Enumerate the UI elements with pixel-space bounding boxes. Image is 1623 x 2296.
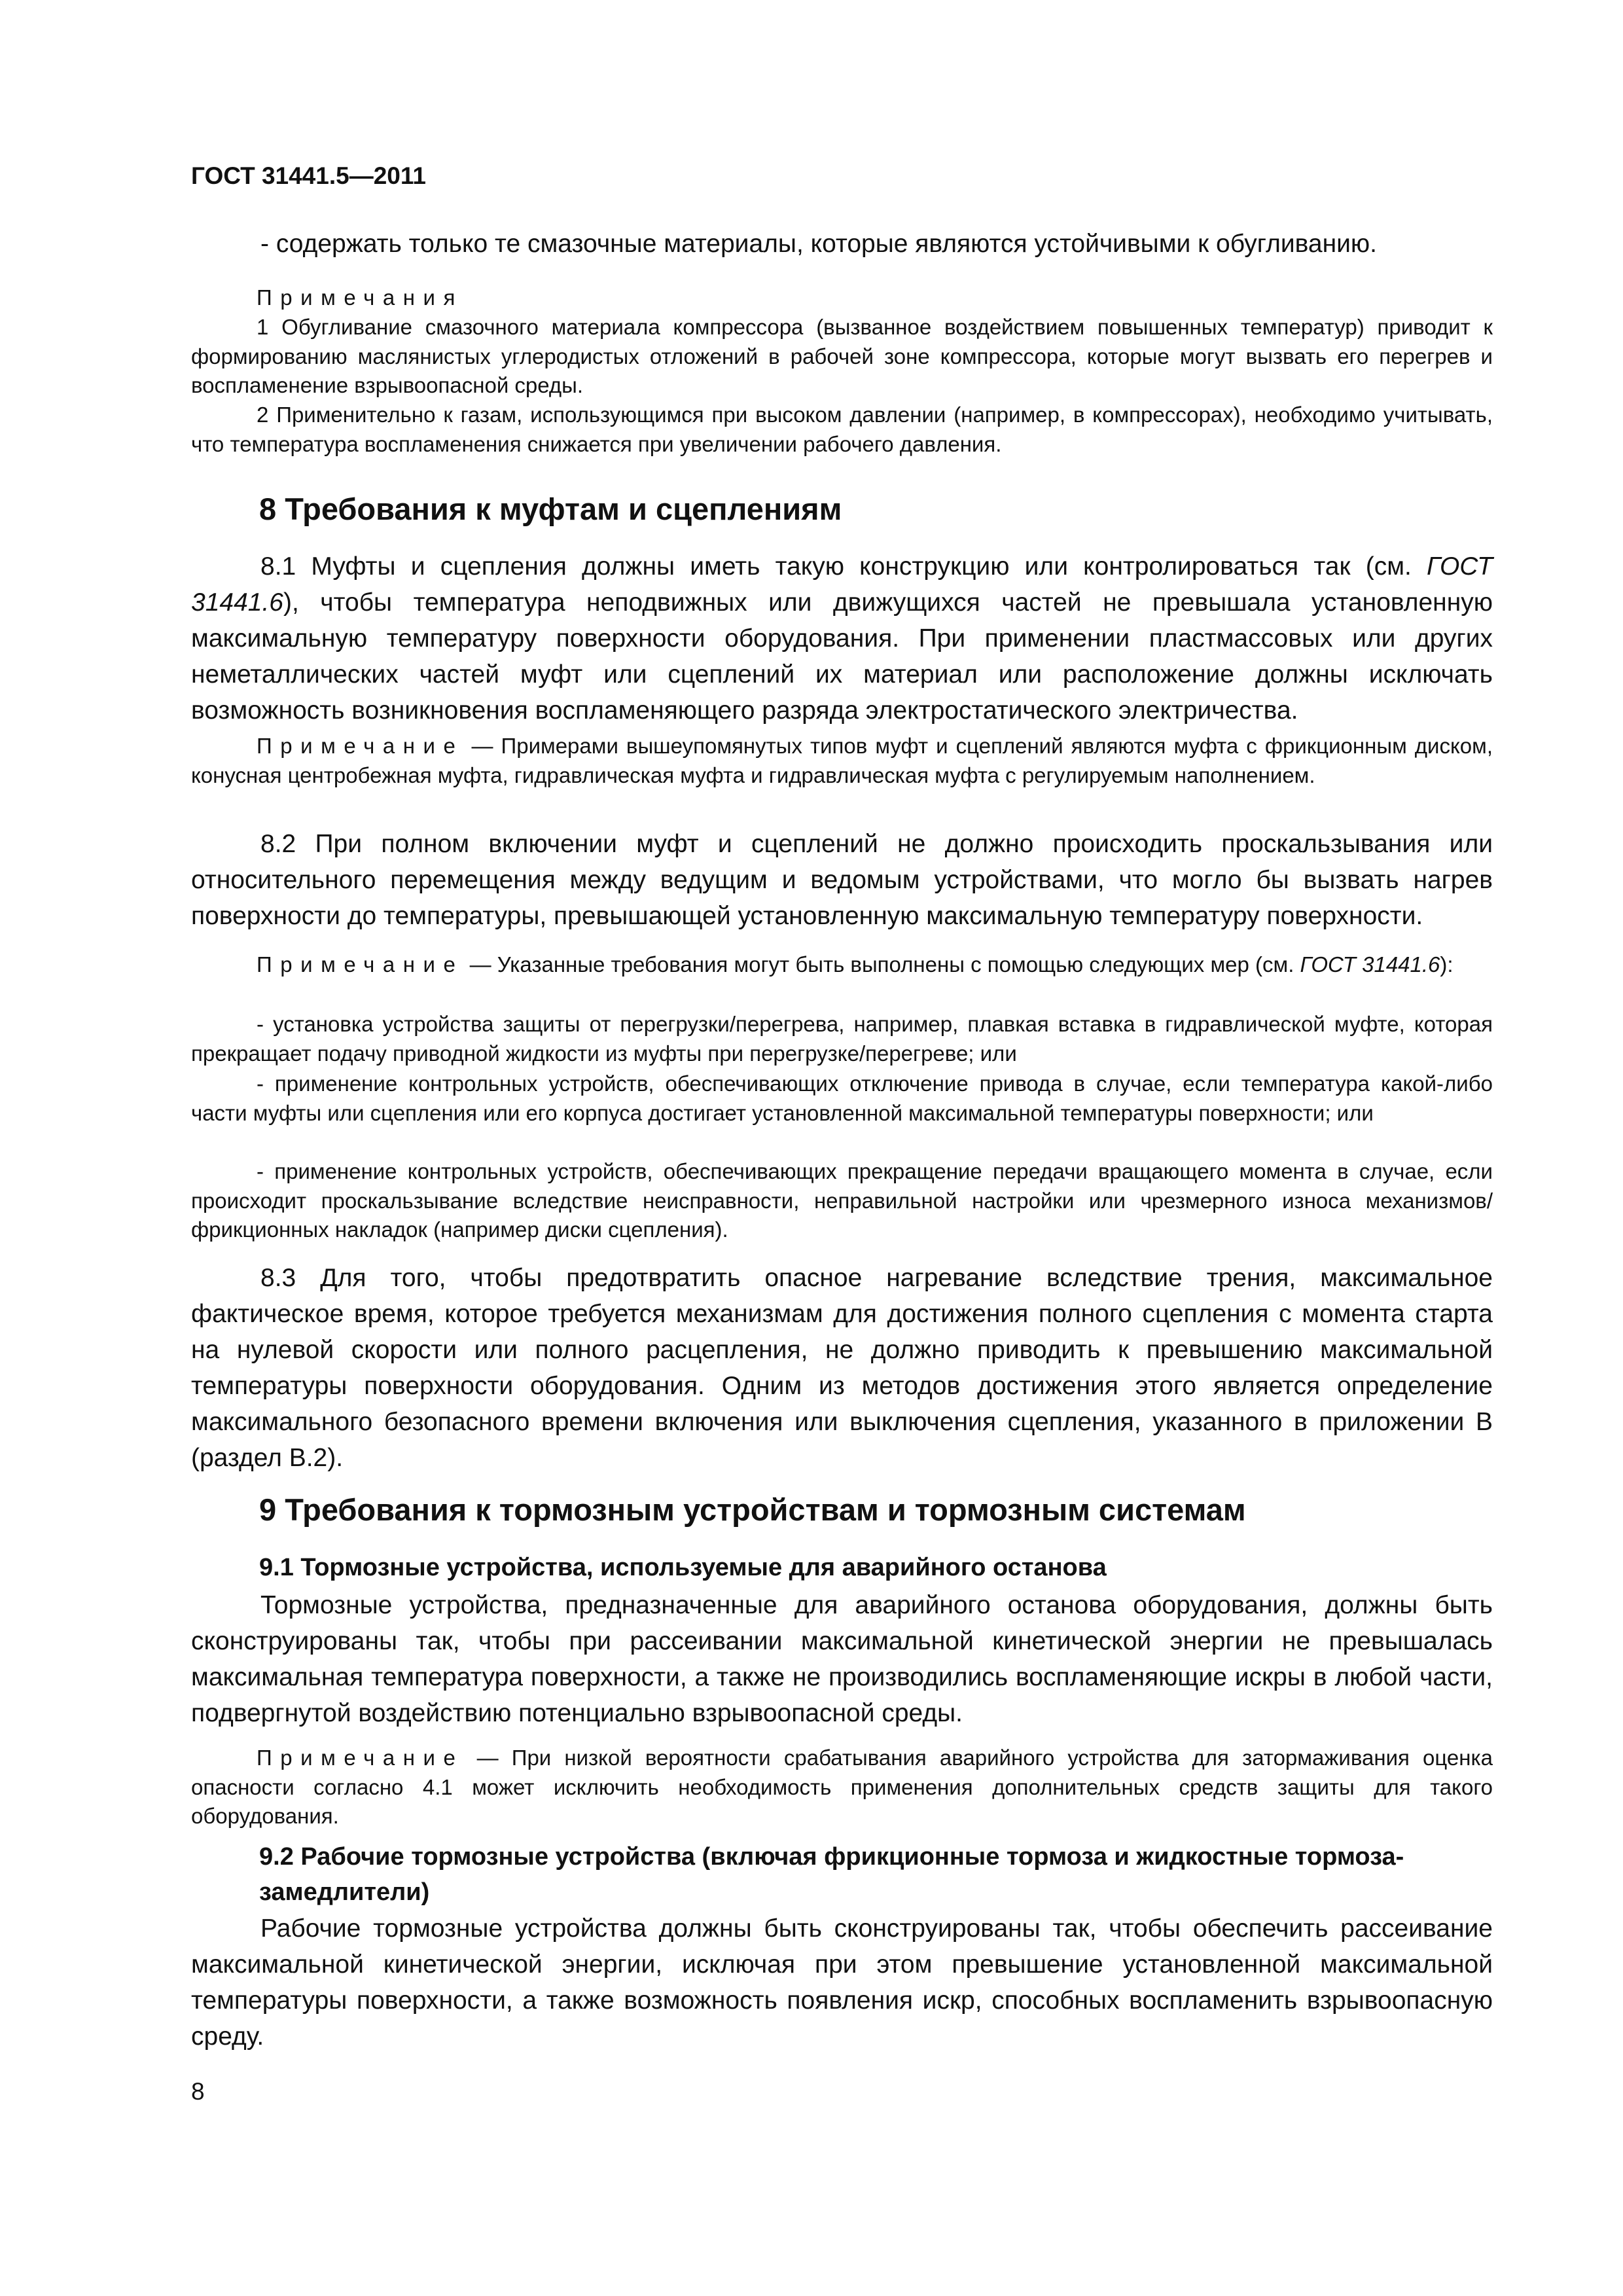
section-8-heading: 8 Требования к муфтам и сцеплениям [259, 492, 842, 526]
section-9-heading: 9 Требования к тормозным устройствам и тормозным системам [259, 1492, 1246, 1527]
note-1: 1 Обугливание смазочного материала компрессора (вызванное воздействием повышенных температур) приводит к формированию маслянистых углеродистых отложений в рабочей зоне компрессора, которые могут вызвать его перегрев и воспламенение взрывоопасной среды. [191, 315, 1493, 397]
note-label: Примечание [257, 734, 464, 758]
note-8-2: Примечание — Указанные требования могут быть выполнены с помощью следующих мер (см. ГОСТ 31441.6): [257, 952, 1454, 977]
paragraph-8-2: 8.2 При полном включении муфт и сцеплений не должно происходить проскальзывания или относительного перемещения между ведущим и ведомым устройствами, что могло бы вызвать нагрев поверхности до температуры, превышающей установленную максимальную температуру поверхности. [191, 830, 1493, 930]
bullet-text: - содержать только те смазочные материалы, которые являются устойчивыми к обугливанию. [260, 230, 1378, 258]
note-2: 2 Применительно к газам, использующимся при высоком давлении (например, в компрессорах), необходимо учитывать, что температура воспламенения снижается при увеличении рабочего давления. [191, 403, 1493, 456]
note-label: Примечание [257, 952, 464, 977]
notes-title: Примечания [257, 285, 463, 310]
subsection-9-1-heading: 9.1 Тормозные устройства, используемые для аварийного останова [259, 1554, 1107, 1581]
standard-reference: ГОСТ 31441.6 [191, 552, 1493, 617]
note-label: Примечание [257, 1746, 464, 1770]
paragraph-9-2: Рабочие тормозные устройства должны быть сконструированы так, чтобы обеспечить рассеивание максимальной кинетической энергии, исключая при этом превышение установленной максимальной температуры поверхности, а также возможность появления искр, способных воспламенить взрывоопасную среду. [191, 1914, 1493, 2051]
standard-header: ГОСТ 31441.5—2011 [191, 162, 426, 189]
standard-reference: ГОСТ 31441.6 [1300, 952, 1440, 977]
subsection-9-2-heading: 9.2 Рабочие тормозные устройства (включая фрикционные тормоза и жидкостные тормоза-замедлители) [259, 1843, 1404, 1906]
note-bullet-1: - установка устройства защиты от перегрузки/перегрева, например, плавкая вставка в гидравлической муфте, которая прекращает подачу приводной жидкости из муфты при перегрузке/перегреве; или [191, 1012, 1493, 1066]
note-bullet-2: - применение контрольных устройств, обеспечивающих отключение привода в случае, если температура какой-либо части муфты или сцепления или его корпуса достигает установленной максимальной температуры поверхности; или [191, 1071, 1493, 1125]
note-8-1: Примечание — Примерами вышеупомянутых типов муфт и сцеплений являются муфта с фрикционным диском, конусная центробежная муфта, гидравлическая муфта и гидравлическая муфта с регулируемым наполнением. [191, 734, 1493, 787]
note-9-1: Примечание — При низкой вероятности срабатывания аварийного устройства для затормаживания оценка опасности согласно 4.1 может исключить необходимость применения дополнительных средств защиты для такого оборудования. [191, 1746, 1493, 1828]
paragraph-9-1: Тормозные устройства, предназначенные для аварийного останова оборудования, должны быть сконструированы так, чтобы при рассеивании максимальной кинетической энергии не превышалась максимальная температура поверхности, а также не производились воспламеняющие искры в любой части, подвергнутой воздействию потенциально взрывоопасной среды. [191, 1591, 1493, 1727]
paragraph-8-1: 8.1 Муфты и сцепления должны иметь такую конструкцию или контролироваться так (см. ГОСТ 31441.6), чтобы температура неподвижных или движущихся частей не превышала установленную максимальную температуру поверхности оборудования. При применении пластмассовых или других неметаллических частей муфт или сцеплений их материал или расположение должны исключать возможность возникновения воспламеняющего разряда электростатического электричества. [191, 552, 1493, 725]
paragraph-8-3: 8.3 Для того, чтобы предотвратить опасное нагревание вследствие трения, максимальное фактическое время, которое требуется механизмам для достижения полного сцепления с момента старта на нулевой скорости или полного расцепления, не должно приводить к превышению максимальной температуры поверхности оборудования. Одним из методов достижения этого является определение максимального безопасного времени включения или выключения сцепления, указанного в приложении В (раздел В.2). [191, 1264, 1493, 1472]
note-bullet-3: - применение контрольных устройств, обеспечивающих прекращение передачи вращающего момента в случае, если происходит проскальзывание вследствие неисправности, неправильной настройки или чрезмерного износа механизмов/фрикционных накладок (например диски сцепления). [191, 1159, 1493, 1242]
page-number: 8 [191, 2078, 205, 2105]
